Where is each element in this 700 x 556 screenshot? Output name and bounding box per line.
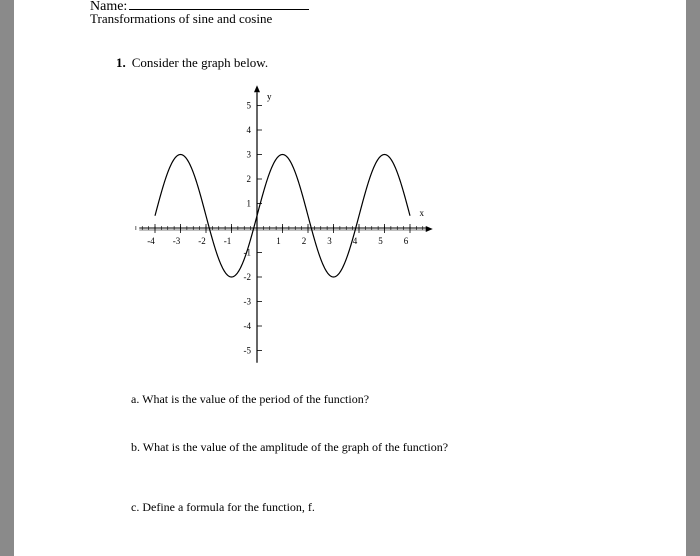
function-curve bbox=[155, 155, 410, 278]
part-a-text: What is the value of the period of the function? bbox=[142, 392, 370, 406]
part-c-text: Define a formula for the function, f. bbox=[142, 500, 315, 514]
y-tick-label: -5 bbox=[243, 345, 251, 356]
y-tick-label: 2 bbox=[246, 174, 251, 184]
y-axis-label: y bbox=[267, 91, 272, 102]
question-part-a bbox=[131, 392, 369, 407]
y-tick-label: -4 bbox=[243, 321, 251, 331]
y-tick-label: 5 bbox=[246, 100, 251, 111]
y-tick-label: -1 bbox=[243, 247, 251, 258]
x-tick-label: 1 bbox=[276, 236, 281, 246]
part-c-label: c. bbox=[131, 500, 140, 514]
part-b-text: What is the value of the amplitude of the graph of the function? bbox=[142, 440, 449, 454]
part-b-label: b. bbox=[131, 440, 140, 454]
x-tick-label: -2 bbox=[198, 236, 206, 246]
y-tick-label: 4 bbox=[246, 125, 251, 135]
graph-axes bbox=[139, 85, 433, 363]
sine-graph bbox=[14, 0, 686, 556]
question-part-b bbox=[131, 440, 448, 455]
worksheet-title: Transformations of sine and cosine bbox=[90, 11, 273, 26]
x-tick-label: 3 bbox=[327, 236, 332, 246]
x-tick-label: 6 bbox=[403, 236, 409, 246]
y-axis-arrow bbox=[254, 85, 260, 92]
y-tick-label: 1 bbox=[246, 198, 251, 209]
question-part-c bbox=[131, 500, 315, 515]
x-tick-label: 5 bbox=[378, 236, 383, 246]
x-tick-label: 2 bbox=[301, 236, 307, 246]
name-label: Name: bbox=[90, 0, 128, 14]
graph-tick-labels bbox=[147, 91, 424, 355]
x-tick-label: -3 bbox=[172, 236, 181, 246]
x-axis-label: x bbox=[419, 208, 424, 218]
x-tick-label: -1 bbox=[223, 236, 232, 246]
y-tick-label: -3 bbox=[243, 296, 251, 307]
x-tick-label: 4 bbox=[352, 236, 358, 246]
worksheet-page bbox=[14, 0, 686, 556]
question-prompt: Consider the graph below. bbox=[131, 55, 269, 70]
x-axis-arrow bbox=[426, 226, 433, 232]
x-tick-label: -4 bbox=[147, 236, 155, 246]
y-tick-label: -2 bbox=[243, 272, 251, 282]
question-number: 1. bbox=[116, 55, 126, 70]
y-tick-label: 3 bbox=[246, 149, 251, 160]
part-a-label: a. bbox=[131, 392, 140, 406]
